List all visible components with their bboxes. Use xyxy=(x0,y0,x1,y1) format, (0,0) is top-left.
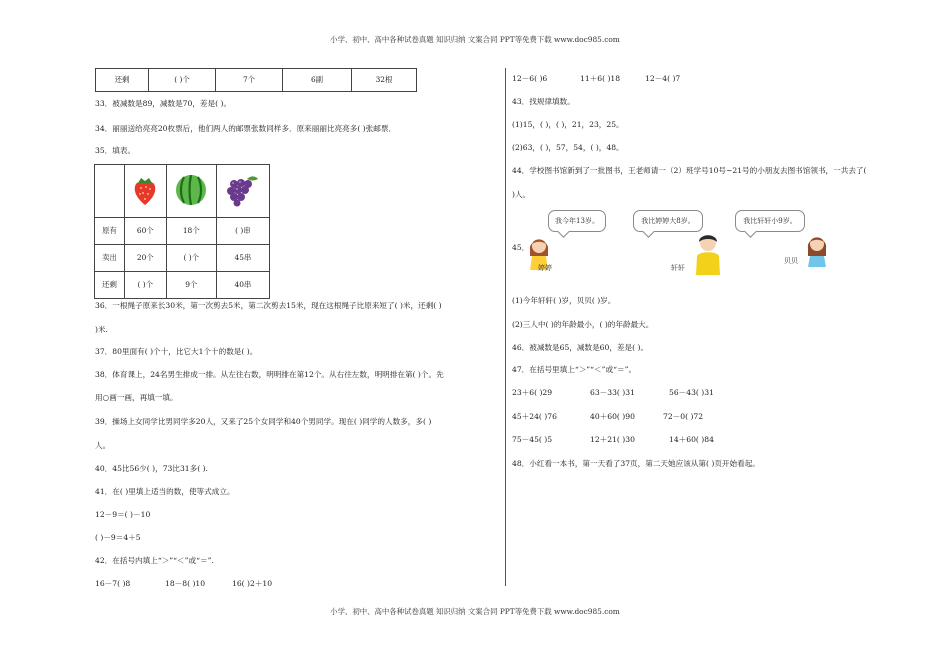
question-36-cont: )米. xyxy=(95,325,108,334)
question-45-part2: (2)三人中( )的年龄最小，( )的年龄最大。 xyxy=(512,320,654,329)
q47-item: 63－33( )31 xyxy=(590,388,635,397)
watermelon-cell xyxy=(166,165,216,218)
q47-item: 72－0( )72 xyxy=(663,412,704,421)
table1-cell: 32根 xyxy=(352,69,417,92)
question-43-part1: (1)15，( )，( )，21，23，25。 xyxy=(512,120,624,129)
question-44: 44．学校图书馆新到了一批图书，王老师请一（2）班学号10号~21号的小朋友去图书馆领书，一共去了( xyxy=(512,166,867,175)
table1-cell: 还剩 xyxy=(96,69,149,92)
beibei-speech-bubble: 我比轩轩小9岁。 xyxy=(735,210,805,232)
question-37: 37．80里面有( )个十，比它大1个十的数是( )。 xyxy=(95,347,258,356)
row-label: 原有 xyxy=(95,218,125,245)
question-48: 48．小红看一本书，第一天看了37页，第二天她应该从第( )页开始看起。 xyxy=(512,459,760,468)
question-39-cont: 人。 xyxy=(95,441,111,450)
question-43-part2: (2)63，( )，57，54，( )，48。 xyxy=(512,143,624,152)
q47-item: 56－43( )31 xyxy=(669,388,714,397)
boy-xuanxuan-icon xyxy=(693,230,723,276)
table1-cell: 6副 xyxy=(283,69,352,92)
q42-item: 18－8( )10 xyxy=(165,579,206,588)
q47-item: 12＋21( )30 xyxy=(590,435,635,444)
strawberry-cell xyxy=(125,165,167,218)
table2-cell: 18个 xyxy=(166,218,216,245)
grapes-cell xyxy=(216,165,269,218)
table1-cell: 7个 xyxy=(216,69,283,92)
q47-item: 45＋24( )76 xyxy=(512,412,557,421)
xuanxuan-speech-bubble: 我比婷婷大8岁。 xyxy=(633,210,703,232)
table2-cell: 9个 xyxy=(166,272,216,299)
question-38-cont: 用○画一画，再填一填。 xyxy=(95,393,178,402)
question-33: 33．被减数是89，减数是70，差是( )。 xyxy=(95,99,232,108)
page-header: 小学、初中、高中各种试卷真题 知识归纳 文案合同 PPT等免费下载 www.doc985.com xyxy=(330,35,620,44)
q42-item: 16－7( )8 xyxy=(95,579,131,588)
question-38: 38．体育课上，24名男生排成一排。从左往右数，明明排在第12个。从右往左数，明明排在第( )个。先 xyxy=(95,370,444,379)
q47-item: 40＋60( )90 xyxy=(590,412,635,421)
q47-item: 14＋60( )84 xyxy=(669,435,714,444)
name-tingting: 婷婷 xyxy=(538,264,552,272)
grapes-icon xyxy=(225,173,261,207)
table2-cell: 20个 xyxy=(125,245,167,272)
tingting-speech-bubble: 我今年13岁。 xyxy=(548,210,606,232)
q47-item: 23＋6( )29 xyxy=(512,388,553,397)
column-divider xyxy=(505,68,506,586)
question-42: 42．在括号内填上“＞”“＜”或“＝”. xyxy=(95,556,214,565)
table2-cell: ( )个 xyxy=(125,272,167,299)
fruit-table xyxy=(94,164,270,299)
row-label: 还剩 xyxy=(95,272,125,299)
question-44-cont: )人。 xyxy=(512,190,531,199)
table2-cell: 60个 xyxy=(125,218,167,245)
strawberry-icon xyxy=(131,173,159,207)
name-beibei: 贝贝 xyxy=(784,257,798,265)
question-45: 45． xyxy=(512,243,530,252)
remaining-table xyxy=(95,68,417,92)
table2-cell: 45串 xyxy=(216,245,269,272)
girl-beibei-icon xyxy=(805,230,829,268)
question-47: 47．在括号里填上“＞”“＜”或“＝”。 xyxy=(512,365,637,374)
question-39: 39．操场上女同学比男同学多20人，又来了25个女同学和40个男同学。现在( )同学的人数多，多( ) xyxy=(95,417,432,426)
row-label: 卖出 xyxy=(95,245,125,272)
q42-item: 11＋6( )18 xyxy=(580,74,621,83)
question-45-part1: (1)今年轩轩( )岁，贝贝( )岁。 xyxy=(512,296,616,305)
question-41: 41．在( )里填上适当的数，使等式成立。 xyxy=(95,487,235,496)
question-34: 34．丽丽送给亮亮20枚票后，他们两人的邮票张数同样多．原来丽丽比亮亮多( )张邮票． xyxy=(95,124,397,133)
question-46: 46．被减数是65，减数是60，差是( )。 xyxy=(512,343,649,352)
q42-item: 12－4( )7 xyxy=(645,74,681,83)
table2-cell: ( )个 xyxy=(166,245,216,272)
question-41-eq2: ( )－9＝4＋5 xyxy=(95,533,141,542)
q42-item: 12－6( )6 xyxy=(512,74,548,83)
table2-cell: 40串 xyxy=(216,272,269,299)
fruit-table-corner xyxy=(95,165,125,218)
question-40: 40．45比56少( )，73比31多( ). xyxy=(95,464,208,473)
question-41-eq1: 12－9＝( )－10 xyxy=(95,510,151,519)
q47-item: 75－45( )5 xyxy=(512,435,553,444)
watermelon-icon xyxy=(174,173,208,207)
question-43: 43．找规律填数。 xyxy=(512,97,575,106)
table1-cell: ( )个 xyxy=(149,69,216,92)
question-36: 36．一根绳子原来长30米，第一次剪去5米，第二次剪去15米，现在这根绳子比原来短了( )米，还剩( ) xyxy=(95,301,442,310)
q42-item: 16( )2＋10 xyxy=(232,579,273,588)
page-footer: 小学、初中、高中各种试卷真题 知识归纳 文案合同 PPT等免费下载 www.doc985.com xyxy=(330,607,620,616)
question-35: 35．填表。 xyxy=(95,146,136,155)
table2-cell: ( )串 xyxy=(216,218,269,245)
name-xuanxuan: 轩轩 xyxy=(671,264,685,272)
